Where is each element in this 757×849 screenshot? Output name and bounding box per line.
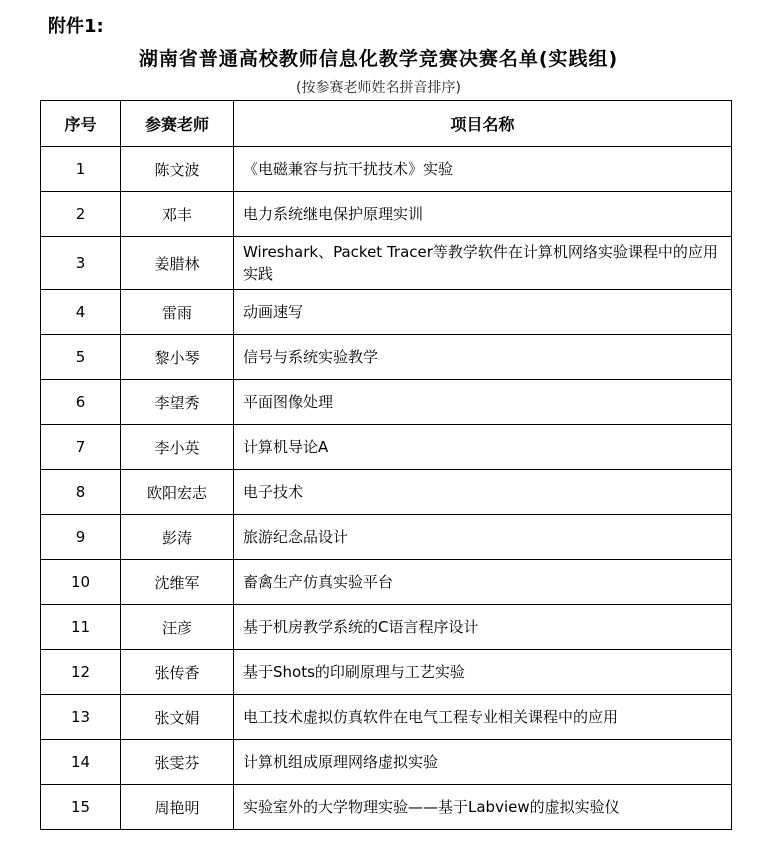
- project-name: 基于机房教学系统的C语言程序设计: [234, 605, 732, 650]
- row-number: 5: [41, 335, 121, 380]
- row-number: 1: [41, 147, 121, 192]
- row-number: 11: [41, 605, 121, 650]
- table-row: [41, 605, 732, 650]
- teacher-name: 张文娟: [121, 695, 234, 740]
- column-header-project: 项目名称: [234, 101, 732, 147]
- teacher-name: 李望秀: [121, 380, 234, 425]
- teacher-name: 邓丰: [121, 192, 234, 237]
- table-header-row: [41, 101, 732, 147]
- teacher-name: 雷雨: [121, 290, 234, 335]
- project-name: 电子技术: [234, 470, 732, 515]
- project-name: 畜禽生产仿真实验平台: [234, 560, 732, 605]
- document-title: 湖南省普通高校教师信息化教学竞赛决赛名单(实践组): [138, 48, 619, 70]
- project-name: 计算机导论A: [234, 425, 732, 470]
- teacher-name: 彭涛: [121, 515, 234, 560]
- teacher-name: 李小英: [121, 425, 234, 470]
- teacher-name: 周艳明: [121, 785, 234, 830]
- row-number: 12: [41, 650, 121, 695]
- project-name: 计算机组成原理网络虚拟实验: [234, 740, 732, 785]
- table-row: [41, 237, 732, 290]
- project-name: 电工技术虚拟仿真软件在电气工程专业相关课程中的应用: [234, 695, 732, 740]
- row-number: 3: [41, 237, 121, 290]
- row-number: 7: [41, 425, 121, 470]
- project-name: 基于Shots的印刷原理与工艺实验: [234, 650, 732, 695]
- row-number: 6: [41, 380, 121, 425]
- row-number: 15: [41, 785, 121, 830]
- table-row: [41, 335, 732, 380]
- row-number: 2: [41, 192, 121, 237]
- table-row: [41, 740, 732, 785]
- table-row: [41, 380, 732, 425]
- document-subtitle: (按参赛老师姓名拼音排序): [296, 80, 461, 96]
- row-number: 13: [41, 695, 121, 740]
- table-row: [41, 515, 732, 560]
- teacher-name: 张传香: [121, 650, 234, 695]
- project-name: Wireshark、Packet Tracer等教学软件在计算机网络实验课程中的应用实践: [234, 237, 732, 290]
- table-row: [41, 470, 732, 515]
- project-name: 实验室外的大学物理实验——基于Labview的虚拟实验仪: [234, 785, 732, 830]
- column-header-teacher: 参赛老师: [121, 101, 234, 147]
- attachment-label: 附件1:: [48, 16, 104, 37]
- table-row: [41, 290, 732, 335]
- table-row: [41, 785, 732, 830]
- teacher-name: 张雯芬: [121, 740, 234, 785]
- project-name: 动画速写: [234, 290, 732, 335]
- table-row: [41, 192, 732, 237]
- teacher-name: 汪彦: [121, 605, 234, 650]
- project-name: 信号与系统实验教学: [234, 335, 732, 380]
- table-row: [41, 695, 732, 740]
- teacher-name: 欧阳宏志: [121, 470, 234, 515]
- teacher-name: 黎小琴: [121, 335, 234, 380]
- table-row: [41, 147, 732, 192]
- finalist-table: [40, 100, 732, 830]
- row-number: 9: [41, 515, 121, 560]
- teacher-name: 沈维军: [121, 560, 234, 605]
- teacher-name: 陈文波: [121, 147, 234, 192]
- row-number: 10: [41, 560, 121, 605]
- row-number: 4: [41, 290, 121, 335]
- column-header-number: 序号: [41, 101, 121, 147]
- table-row: [41, 560, 732, 605]
- table-row: [41, 425, 732, 470]
- project-name: 平面图像处理: [234, 380, 732, 425]
- project-name: 《电磁兼容与抗干扰技术》实验: [234, 147, 732, 192]
- project-name: 旅游纪念品设计: [234, 515, 732, 560]
- table-row: [41, 650, 732, 695]
- row-number: 8: [41, 470, 121, 515]
- row-number: 14: [41, 740, 121, 785]
- project-name: 电力系统继电保护原理实训: [234, 192, 732, 237]
- teacher-name: 姜腊林: [121, 237, 234, 290]
